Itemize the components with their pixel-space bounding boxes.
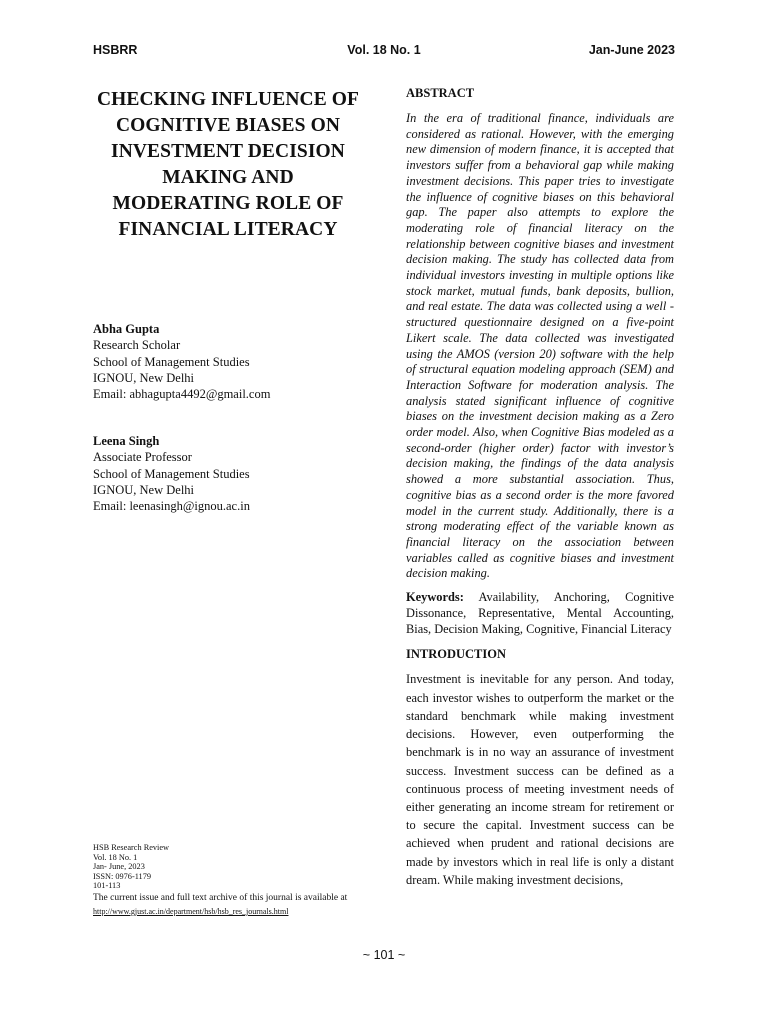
author-position: Research Scholar xyxy=(93,338,181,353)
journal-abbrev: HSBRR xyxy=(93,43,138,57)
journal-issn: ISSN: 0976-1179 xyxy=(93,871,152,881)
journal-volume: Vol. 18 No. 1 xyxy=(93,852,138,862)
archive-note xyxy=(93,892,368,919)
keywords xyxy=(406,590,674,637)
author-block-2 xyxy=(93,433,250,514)
author-block-1 xyxy=(93,321,270,402)
abstract-text: In the era of traditional finance, individuals are considered as rational. However, with the emerging new dimension of modern finance, it is accepted that investors suffer from a behavioral gap while making investment decisions. This paper tries to investigate the influence of cognitive biases on this behavioral gap. The paper also attempts to explore the moderating role of financial literacy on the relationship between cognitive biases and investment decision making. The study has collected data from individual investors investing in multiple options like stock market, mutual funds, bank deposits, bullion, and real estate. The data was collected using a well -structured questionnaire designed on a five-point Likert scale. The data collected was investigated using the AMOS (version 20) software with the help of structural equation modeling approach (SEM) and Interaction Software for moderation analysis. The analysis stated significant influence of cognitive biases on the investment decision making as a Zero order model. Also, when Cognitive Bias modeled as a second-order (higher order) factor with investor’s decision making, the findings of the data analysis showed a more substantial association. Thus, cognitive bias as a second order is the more favored model in the current study. Additionally, there is a strong moderating effect of the variable known as financial literacy on the association between variables called as cognitive biases and investment decision making. xyxy=(406,111,674,581)
author-department: School of Management Studies xyxy=(93,466,250,481)
journal-pages: 101-113 xyxy=(93,881,121,891)
journal-name: HSB Research Review xyxy=(93,843,170,852)
abstract-heading: ABSTRACT xyxy=(406,86,475,100)
introduction-heading: INTRODUCTION xyxy=(406,647,507,662)
archive-link[interactable]: http://www.gjust.ac.in/department/hsb/hsb_res_journals.html xyxy=(93,906,289,916)
journal-date: Jan- June, 2023 xyxy=(93,862,145,872)
author-department: School of Management Studies xyxy=(93,354,250,369)
journal-info xyxy=(93,843,368,919)
issue-date: Jan-June 2023 xyxy=(588,43,675,57)
running-header xyxy=(93,43,675,61)
volume-issue: Vol. 18 No. 1 xyxy=(347,43,421,57)
author-email: Email: leenasingh@ignou.ac.in xyxy=(93,499,250,514)
page-number: ~ 101 ~ xyxy=(362,948,406,962)
author-email: Email: abhagupta4492@gmail.com xyxy=(93,387,271,402)
keywords-text: Availability, Anchoring, Cognitive Dissonance, Representative, Mental Accounting, Bias, Decision Making, Cognitive, Financial Literacy xyxy=(406,590,674,636)
paper-title: CHECKING INFLUENCE OF COGNITIVE BIASES ON INVESTMENT DECISION MAKING AND MODERATING ROLE OF FINANCIAL LITERACY xyxy=(96,89,360,240)
author-name: Abha Gupta xyxy=(93,322,160,336)
author-institution: IGNOU, New Delhi xyxy=(93,482,195,497)
author-institution: IGNOU, New Delhi xyxy=(93,370,195,385)
archive-text: The current issue and full text archive of this journal is available at xyxy=(93,892,348,903)
author-position: Associate Professor xyxy=(93,450,192,465)
right-column xyxy=(406,85,674,889)
author-name: Leena Singh xyxy=(93,434,160,448)
introduction-text: Investment is inevitable for any person. And today, each investor wishes to outperform the market or the standard benchmark while making investment decisions. However, even outperforming the benchmark is in no way an assurance of investment success. Investment success can be defined as a continuous process of meeting investment needs of either generating an income stream for retirement or to secure the capital. Investment success can be achieved when prudent and rational decisions are made by investors which in real life is only a distant dream. While making investment decisions, xyxy=(406,672,674,887)
keywords-label: Keywords: xyxy=(406,590,464,605)
